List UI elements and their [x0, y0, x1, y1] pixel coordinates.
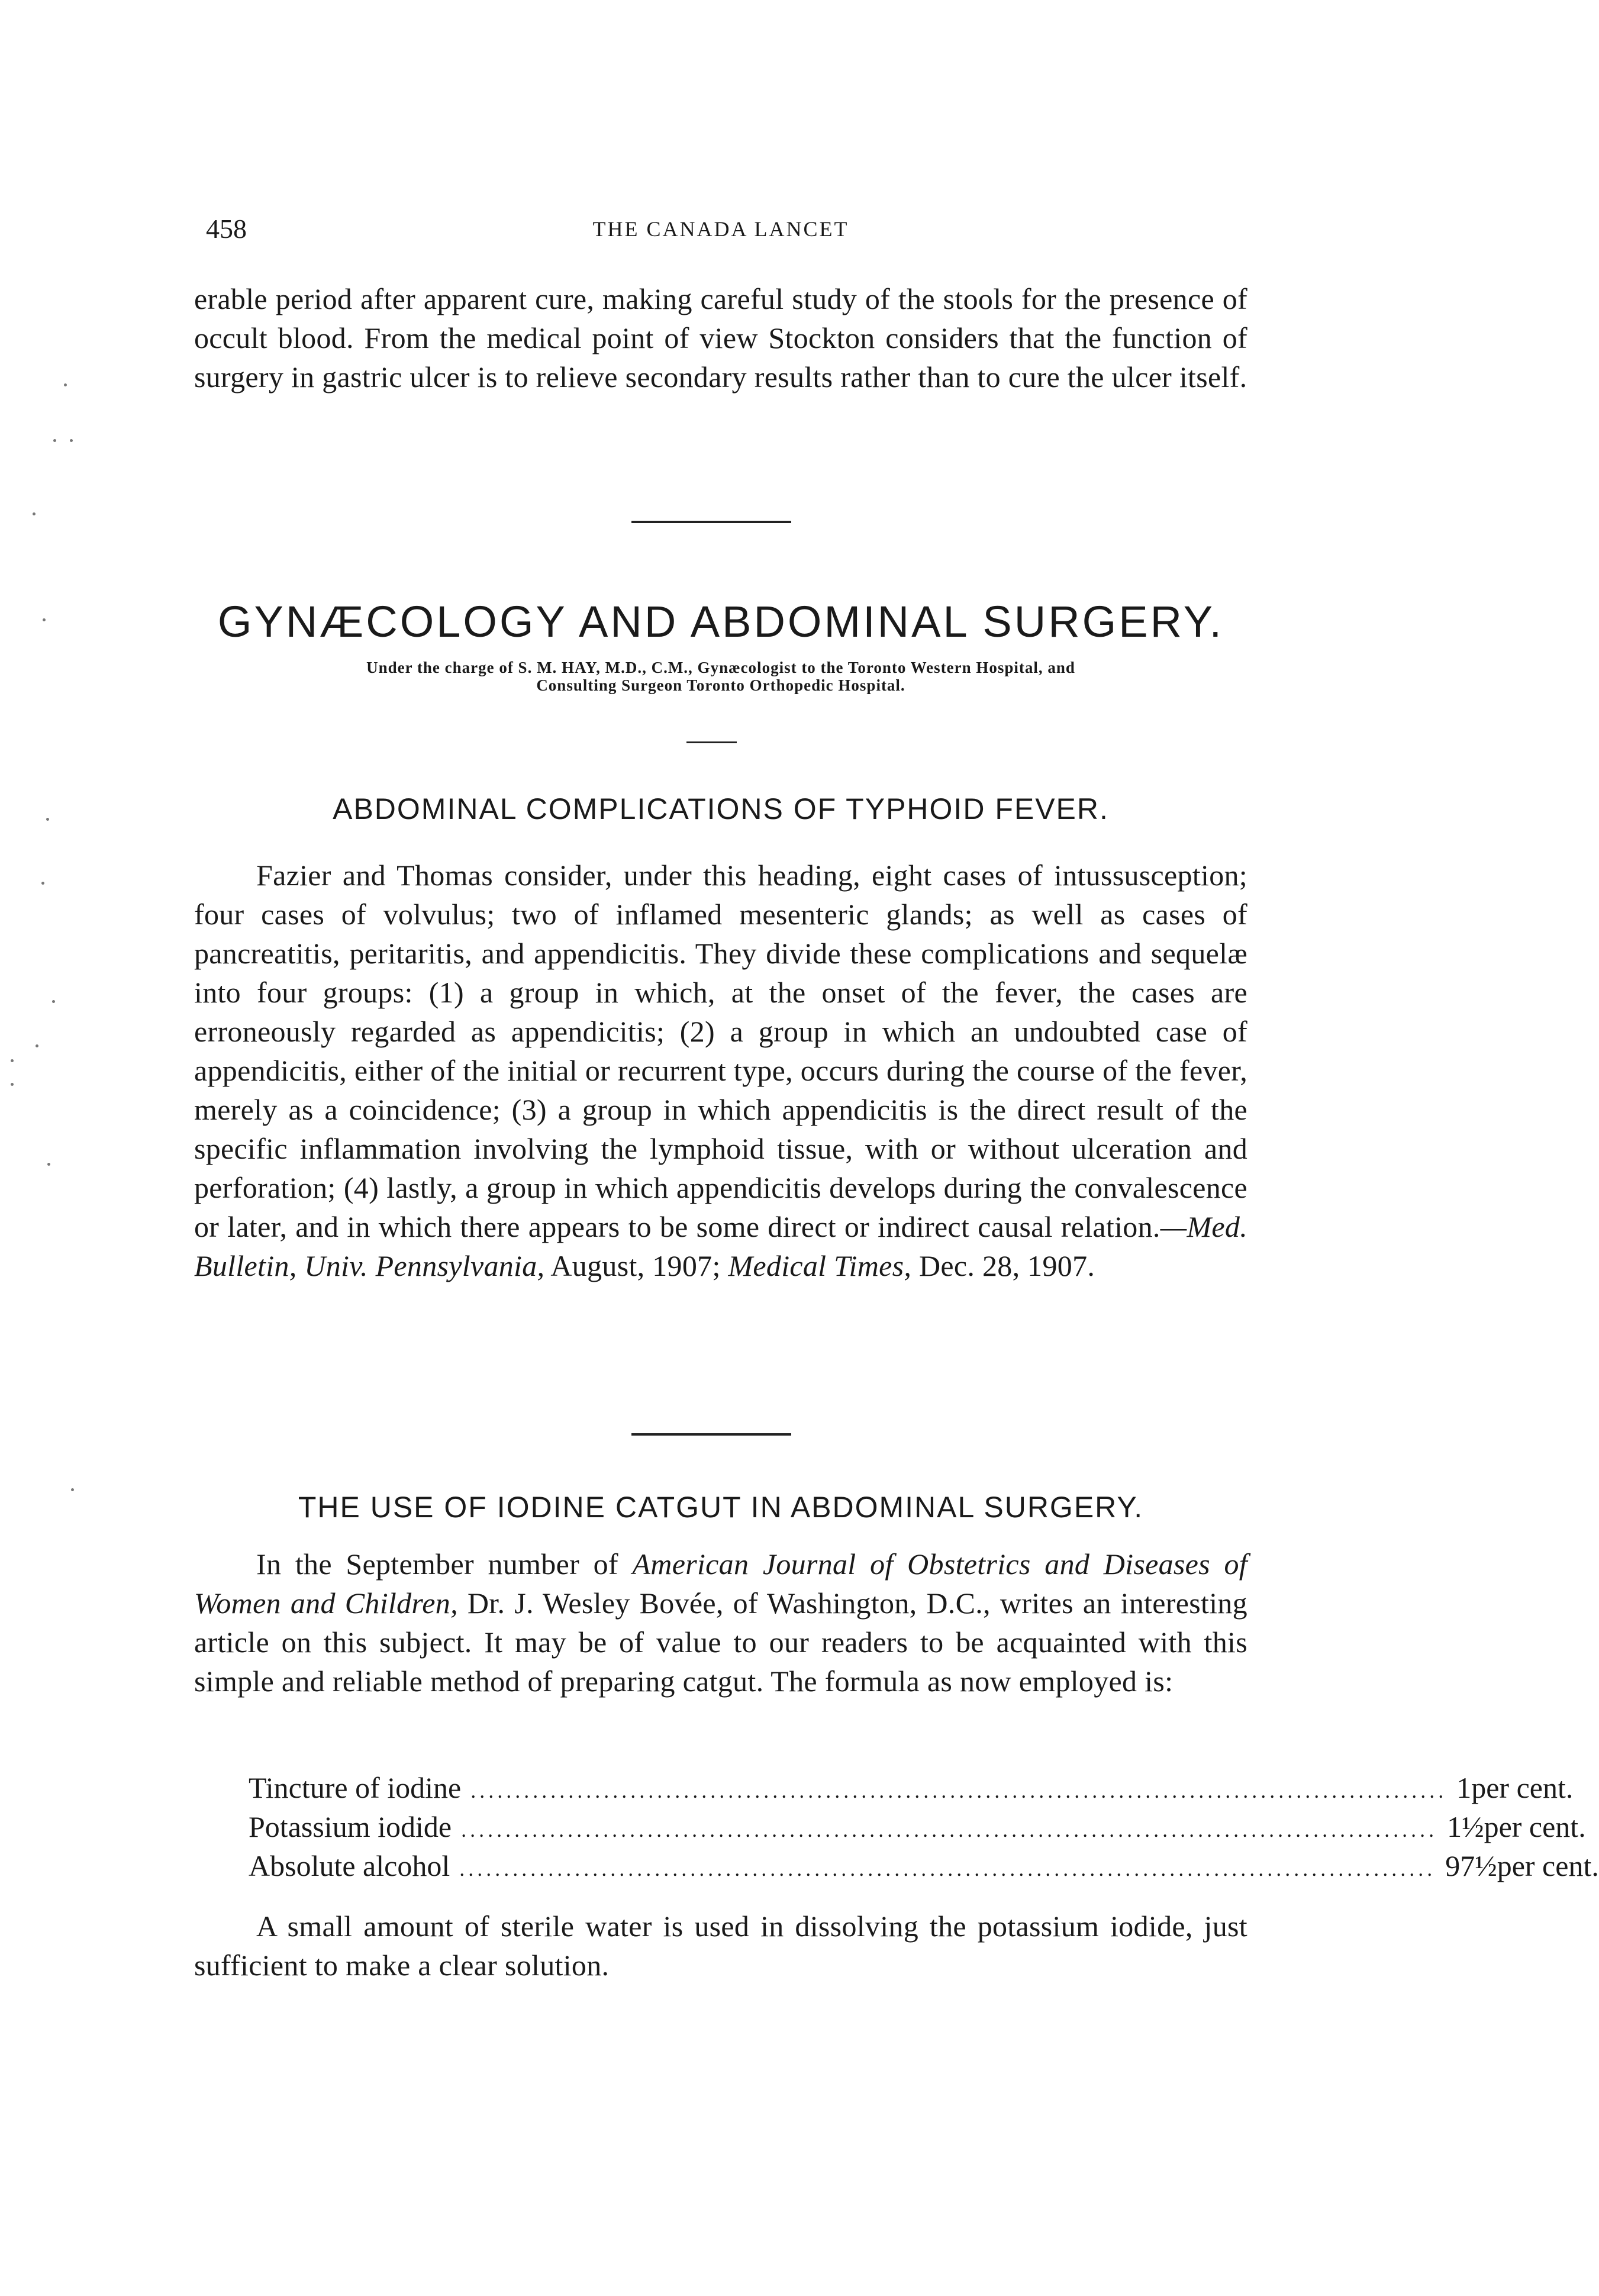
- formula-amount: 1: [1456, 1771, 1472, 1804]
- section-title: GYNÆCOLOGY AND ABDOMINAL SURGERY.: [217, 597, 1224, 646]
- formula-ingredient: Absolute alcohol: [249, 1849, 450, 1882]
- formula-row: [249, 1810, 1586, 1849]
- scan-speck: [11, 1083, 14, 1086]
- article-2-journal-name: American Journal of Obstetrics and Diseases of Women and Children,: [194, 1547, 1247, 1620]
- leader-dots: ..............................................................................................................: [459, 1857, 1436, 1881]
- article-divider: [631, 1433, 791, 1436]
- scan-speck: [46, 818, 49, 821]
- article-2-body: [194, 1544, 1247, 1701]
- journal-title: THE CANADA LANCET: [592, 217, 849, 241]
- formula-row: [249, 1849, 1599, 1888]
- formula-amount: 1½: [1447, 1810, 1484, 1843]
- scan-speck: [70, 439, 73, 442]
- article-2-paragraph: [194, 1544, 1247, 1701]
- scan-speck: [43, 618, 46, 621]
- article-1-citation-source: —Med. Bulletin, Univ. Pennsylvania,: [194, 1210, 1247, 1282]
- article-2-text-end: Dr. J. Wesley Bovée, of Washington, D.C., writes an interesting article on this subject. It may be of value to our readers to be acquainted with this simple and reliable method of preparing catgut. The formula as now employed is:: [194, 1586, 1247, 1698]
- section-divider: [631, 521, 791, 523]
- scan-speck: [11, 1059, 14, 1062]
- intro-block: [194, 279, 1247, 396]
- article-1-body: [194, 856, 1247, 1285]
- article-2-title: THE USE OF IODINE CATGUT IN ABDOMINAL SURGERY.: [298, 1491, 1144, 1524]
- scan-speck: [53, 439, 56, 442]
- article-2-text-start: In the September number of: [256, 1547, 618, 1581]
- intro-paragraph: erable period after apparent cure, making careful study of the stools for the presence of occult blood. From the medical point of view Stockton considers that the function of surgery in gastric ulcer is to relieve secondary results rather than to cure the ulcer itself.: [194, 282, 1247, 394]
- formula-unit: per cent.: [1497, 1849, 1599, 1882]
- article-1-paragraph: [194, 856, 1247, 1285]
- page-number: 458: [206, 214, 247, 244]
- scan-speck: [41, 882, 44, 885]
- formula-unit: per cent.: [1471, 1771, 1574, 1804]
- formula-unit: per cent.: [1484, 1810, 1586, 1843]
- section-charge-line-2: Consulting Surgeon Toronto Orthopedic Hospital.: [536, 676, 905, 694]
- leader-dots: ..............................................................................................................: [461, 1818, 1438, 1842]
- formula-row: [249, 1771, 1574, 1810]
- article-2-closing: A small amount of sterile water is used in dissolving the potassium iodide, just sufficient to make a clear solution.: [194, 1910, 1247, 1982]
- article-1-citation-date-1: August, 1907;: [550, 1249, 721, 1282]
- scan-speck: [71, 1488, 74, 1491]
- scan-speck: [33, 512, 36, 515]
- short-divider: [686, 741, 737, 743]
- leader-dots: ..............................................................................................................: [470, 1779, 1448, 1802]
- formula-table: [249, 1771, 1599, 1888]
- article-1-citation-date-2: Dec. 28, 1907.: [918, 1249, 1095, 1282]
- article-1-title: ABDOMINAL COMPLICATIONS OF TYPHOID FEVER.: [333, 792, 1109, 825]
- running-head: [194, 213, 1247, 249]
- scan-speck: [36, 1044, 38, 1047]
- article-1-citation-journal-2: Medical Times,: [728, 1249, 912, 1282]
- formula-amount: 97½: [1445, 1849, 1497, 1882]
- article-1-text: Fazier and Thomas consider, under this heading, eight cases of intussusception; four cases of volvulus; two of inflamed mesenteric glands; as well as cases of pancreatitis, peritaritis, and appendicitis. They divide these complications and sequelæ into four groups: (1) a group in which, at the onset of the fever, the cases are erroneously regarded as appendicitis; (2) a group in which an undoubted case of appendicitis, either of the initial or recurrent type, occurs during the course of the fever, merely as a coincidence; (3) a group in which appendicitis is the direct result of the specific inflammation involving the lymphoid tissue, with or without ulceration and perforation; (4) lastly, a group in which appendicitis develops during the convalescence or later, and in which there appears to be some direct or indirect causal relation.: [194, 859, 1247, 1243]
- formula-ingredient: Tincture of iodine: [249, 1771, 462, 1804]
- scan-speck: [64, 383, 67, 386]
- formula-ingredient: Potassium iodide: [249, 1810, 452, 1843]
- scan-speck: [52, 1000, 55, 1003]
- section-charge-line-1: Under the charge of S. M. HAY, M.D., C.M., Gynæcologist to the Toronto Western Hospital, and: [366, 659, 1075, 676]
- scan-speck: [47, 1163, 50, 1166]
- article-2-closing-block: [194, 1907, 1247, 1985]
